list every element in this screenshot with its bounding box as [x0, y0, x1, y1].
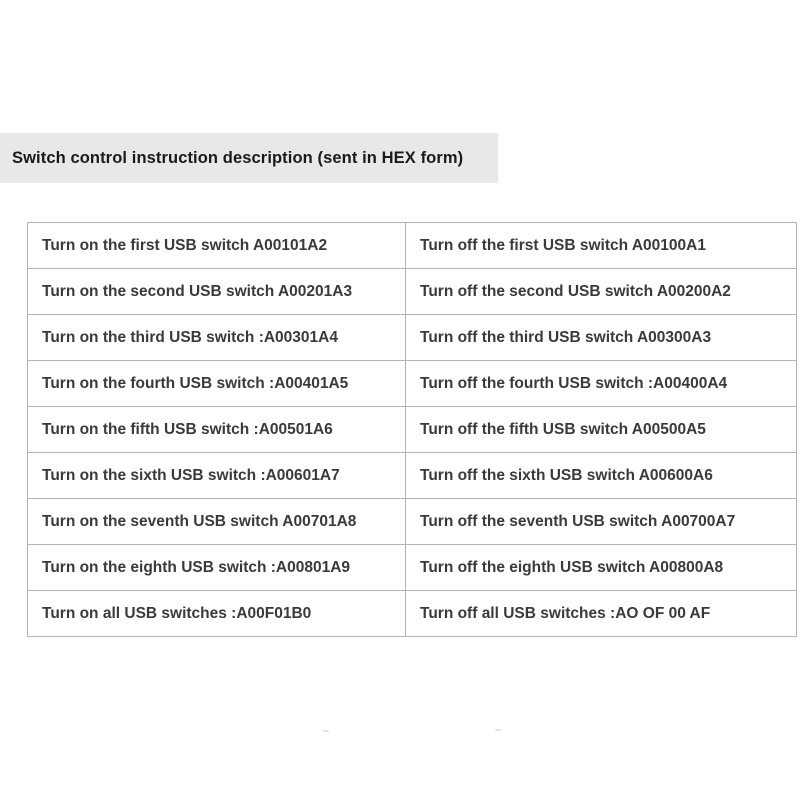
table-row [28, 453, 797, 499]
turn-off-cell: Turn off all USB switches :AO OF 00 AF [406, 591, 797, 637]
turn-on-cell: Turn on all USB switches :A00F01B0 [28, 591, 406, 637]
turn-off-cell: Turn off the second USB switch A00200A2 [406, 269, 797, 315]
turn-on-cell: Turn on the eighth USB switch :A00801A9 [28, 545, 406, 591]
turn-on-cell: Turn on the fourth USB switch :A00401A5 [28, 361, 406, 407]
decorative-speck [323, 730, 329, 732]
turn-off-cell: Turn off the first USB switch A00100A1 [406, 223, 797, 269]
turn-off-cell: Turn off the seventh USB switch A00700A7 [406, 499, 797, 545]
turn-on-cell: Turn on the first USB switch A00101A2 [28, 223, 406, 269]
turn-on-cell: Turn on the fifth USB switch :A00501A6 [28, 407, 406, 453]
table-row [28, 315, 797, 361]
page-title: Switch control instruction description (sent in HEX form) [12, 148, 464, 167]
turn-on-cell: Turn on the second USB switch A00201A3 [28, 269, 406, 315]
turn-off-cell: Turn off the third USB switch A00300A3 [406, 315, 797, 361]
turn-on-cell: Turn on the third USB switch :A00301A4 [28, 315, 406, 361]
table-row [28, 223, 797, 269]
table-row [28, 407, 797, 453]
table-row [28, 545, 797, 591]
turn-on-cell: Turn on the sixth USB switch :A00601A7 [28, 453, 406, 499]
decorative-speck [495, 729, 501, 731]
title-bar [0, 133, 498, 183]
turn-off-cell: Turn off the sixth USB switch A00600A6 [406, 453, 797, 499]
turn-off-cell: Turn off the fourth USB switch :A00400A4 [406, 361, 797, 407]
table-row [28, 591, 797, 637]
table-row [28, 499, 797, 545]
turn-off-cell: Turn off the fifth USB switch A00500A5 [406, 407, 797, 453]
table-row [28, 269, 797, 315]
turn-on-cell: Turn on the seventh USB switch A00701A8 [28, 499, 406, 545]
turn-off-cell: Turn off the eighth USB switch A00800A8 [406, 545, 797, 591]
table-row [28, 361, 797, 407]
hex-command-table [27, 222, 797, 637]
